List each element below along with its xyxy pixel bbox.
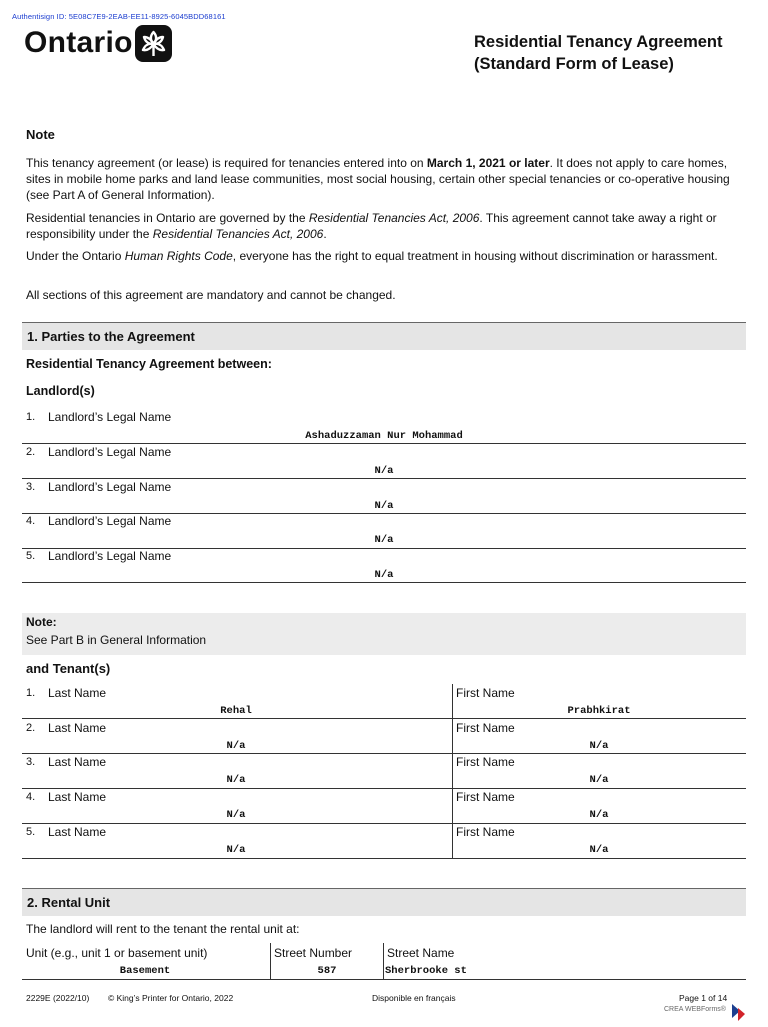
street-number-label: Street Number [274,946,353,960]
form-code: 2229E (2022/10) [26,993,90,1003]
ontario-trillium-icon [135,25,172,62]
divider [22,979,746,980]
divider [22,478,746,479]
tenant-3-last-name-field[interactable]: N/a [226,774,246,786]
section-2-title: 2. Rental Unit [27,895,111,910]
ontario-logo-text: Ontario [24,26,133,59]
note-p1-text: This tenancy agreement (or lease) is required for tenancies entered into on [26,156,427,170]
tenant-4-first-label: First Name [456,790,515,804]
landlord-1-name-field[interactable]: Ashaduzzaman Nur Mohammad [305,430,463,442]
note-p3-text-end: , everyone has the right to equal treatment in housing without discrimination or harassment. [232,249,718,263]
landlords-heading: Landlord(s) [26,384,95,398]
note-heading: Note [26,127,55,142]
copyright: © King’s Printer for Ontario, 2022 [108,993,234,1003]
unit-label: Unit (e.g., unit 1 or basement unit) [26,946,208,960]
tenant-3-number: 3. [26,756,36,768]
agreement-between-label: Residential Tenancy Agreement between: [26,357,272,371]
note-paragraph-1 [26,155,741,203]
divider [22,443,746,444]
tenant-4-number: 4. [26,791,36,803]
street-name-label: Street Name [387,946,455,960]
tenant-3-first-label: First Name [456,755,515,769]
note-p2-act: Residential Tenancies Act, 2006 [308,211,480,225]
street-number-column-divider [383,943,384,980]
part-b-note-title: Note: [26,615,57,629]
note-p1-text-end: . It does not apply to care homes, sites in mobile home parks and land lease communities, most social housing, certain other special tenancies or co-operative housing (see Part A of General Information). [26,156,730,202]
rental-unit-intro: The landlord will rent to the tenant the rental unit at: [26,922,300,936]
note-p1-date: March 1, 2021 or later [426,156,550,170]
note-paragraph-2 [26,210,741,242]
note-p3-text: Under the Ontario [26,249,125,263]
tenant-2-first-name-field[interactable]: N/a [589,740,609,752]
tenant-1-first-label: First Name [456,686,515,700]
tenant-4-last-label: Last Name [48,790,107,804]
landlord-1-label: Landlord’s Legal Name [48,410,172,424]
landlord-4-label: Landlord’s Legal Name [48,514,172,528]
tenant-2-number: 2. [26,722,36,734]
divider [22,858,746,859]
note-p2-text: Residential tenancies in Ontario are governed by the [26,211,309,225]
note-p2-period: . [323,227,327,241]
page-number: Page 1 of 14 [679,993,728,1003]
tenant-4-first-name-field[interactable]: N/a [589,809,609,821]
crea-webforms-logo-icon [730,1000,746,1022]
tenant-5-last-label: Last Name [48,825,107,839]
landlord-3-number: 3. [26,481,36,493]
note-p3-code: Human Rights Code [124,249,233,263]
tenant-4-last-name-field[interactable]: N/a [226,809,246,821]
landlord-2-label: Landlord’s Legal Name [48,445,172,459]
divider [22,718,746,719]
tenant-2-first-label: First Name [456,721,515,735]
tenant-1-last-name-field[interactable]: Rehal [220,705,252,717]
landlord-4-name-field[interactable]: N/a [374,534,394,546]
tenant-5-first-label: First Name [456,825,515,839]
landlord-5-name-field[interactable]: N/a [374,569,394,581]
crea-webforms-label: CREA WEBForms® [664,1006,726,1013]
landlord-4-number: 4. [26,515,36,527]
tenant-5-first-name-field[interactable]: N/a [589,844,609,856]
note-p2-act-2: Residential Tenancies Act, 2006 [152,227,324,241]
divider [22,582,746,583]
tenant-column-divider [452,684,453,859]
document-title-line2: (Standard Form of Lease) [474,55,674,73]
divider [22,788,746,789]
tenant-1-last-label: Last Name [48,686,107,700]
section-1-header [22,322,746,350]
section-1-title: 1. Parties to the Agreement [27,329,195,344]
tenant-1-number: 1. [26,687,36,699]
tenants-heading: and Tenant(s) [26,661,111,676]
landlord-2-name-field[interactable]: N/a [374,465,394,477]
landlord-5-number: 5. [26,550,36,562]
tenant-5-number: 5. [26,826,36,838]
unit-field[interactable]: Basement [119,965,171,977]
note-paragraph-3 [26,248,741,264]
landlord-3-name-field[interactable]: N/a [374,500,394,512]
landlord-5-label: Landlord’s Legal Name [48,549,172,563]
note-p2-text-mid: . This agreement cannot take away a right or responsibility under the [26,211,717,241]
tenant-3-last-label: Last Name [48,755,107,769]
part-b-note-box [22,613,746,655]
street-name-field[interactable]: Sherbrooke st [385,965,467,977]
section-2-header [22,888,746,916]
french-availability: Disponible en français [372,993,456,1003]
authentisign-id: Authentisign ID: 5E08C7E9-2EAB-EE11-8925-6045BDD68161 [12,12,226,21]
landlord-3-label: Landlord’s Legal Name [48,480,172,494]
street-number-field[interactable]: 587 [317,965,337,977]
tenant-3-first-name-field[interactable]: N/a [589,774,609,786]
landlord-1-number: 1. [26,411,36,423]
part-b-note-text: See Part B in General Information [26,633,207,647]
tenant-2-last-label: Last Name [48,721,107,735]
divider [22,753,746,754]
divider [22,823,746,824]
document-title [474,31,723,75]
note-paragraph-4: All sections of this agreement are mandatory and cannot be changed. [26,288,396,302]
tenant-2-last-name-field[interactable]: N/a [226,740,246,752]
unit-column-divider [270,943,271,980]
tenant-1-first-name-field[interactable]: Prabhkirat [567,705,631,717]
document-title-line1: Residential Tenancy Agreement [474,33,723,51]
tenant-5-last-name-field[interactable]: N/a [226,844,246,856]
landlord-2-number: 2. [26,446,36,458]
